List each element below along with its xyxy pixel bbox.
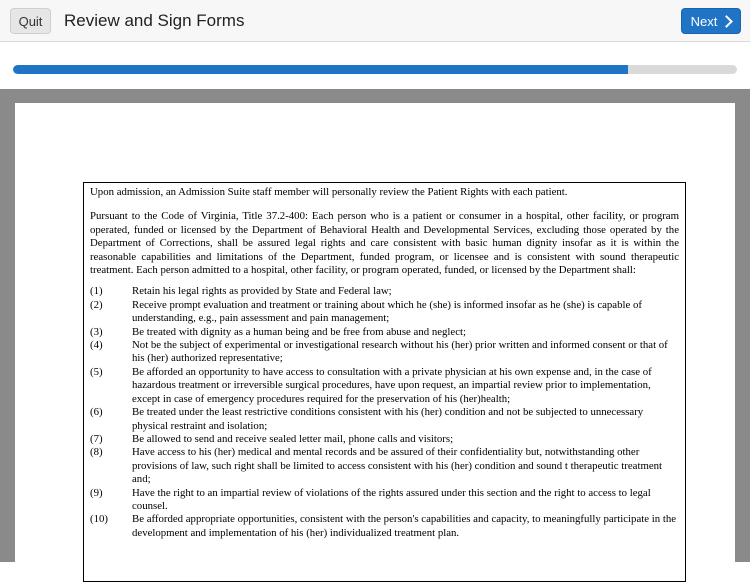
list-item	[90, 285, 679, 298]
right-text: Not be the subject of experimental or investigational research without his (her) prior written and informed consent or that of his (her) authorized representative;	[132, 339, 668, 365]
list-item	[90, 299, 679, 326]
right-number: (4)	[90, 339, 103, 352]
list-item	[90, 339, 679, 366]
right-text: Retain his legal rights as provided by State and Federal law;	[132, 285, 392, 298]
right-text: Be treated with dignity as a human being and be free from abuse and neglect;	[132, 325, 466, 338]
next-button[interactable]	[681, 8, 741, 34]
right-text: Be afforded an opportunity to have access to consultation with a private physician at his own expense and, in the case of hazardous treatment or irreversible surgical procedures, have upon request, an impartial review prior to implementation, except in case of emergency procedures required for the preservation of his (her)health;	[132, 365, 652, 405]
list-item	[90, 406, 679, 433]
list-item	[90, 366, 679, 406]
list-item	[90, 326, 679, 339]
rights-list	[90, 285, 679, 540]
next-button-label: Next	[690, 13, 718, 29]
right-text: Be allowed to send and receive sealed letter mail, phone calls and visitors;	[132, 432, 454, 445]
intro-paragraph: Upon admission, an Admission Suite staff member will personally review the Patient Rights with each patient.	[90, 186, 568, 198]
right-text: Receive prompt evaluation and treatment or training about which he (she) is informed insofar as he (she) is capable of understanding, e.g., pain assessment and pain management;	[132, 298, 642, 325]
right-number: (9)	[90, 486, 103, 499]
right-number: (1)	[90, 285, 103, 298]
right-text: Be treated under the least restrictive conditions consistent with his (her) condition and not be subjected to unnecessary physical restraint and isolation;	[132, 406, 644, 432]
right-number: (10)	[90, 513, 108, 526]
document-viewer[interactable]	[0, 89, 750, 562]
right-number: (3)	[90, 325, 103, 338]
progress-section	[0, 43, 750, 89]
right-number: (8)	[90, 446, 103, 459]
chevron-right-icon	[720, 15, 733, 28]
progress-bar	[13, 65, 737, 74]
right-text: Have the right to an impartial review of violations of the rights assured under this section and the right to access to legal counsel.	[132, 486, 651, 512]
list-item	[90, 446, 679, 486]
right-number: (5)	[90, 365, 103, 378]
top-bar	[0, 0, 750, 42]
right-number: (6)	[90, 406, 103, 419]
page-title: Review and Sign Forms	[64, 11, 245, 30]
progress-fill	[13, 65, 628, 74]
pursuant-paragraph: Pursuant to the Code of Virginia, Title 37.2-400: Each person who is a patient or consumer in a hospital, other facility, or program operated, funded or licensed by the Department of Behavioral Health and Developmental Services, excluding those operated by the Department of Corrections, shall be assured legal rights and care consistent with basic human dignity insofar as it is within the reasonable capabilities and limitations of the Department, funded program, or licensee and is consistent with sound therapeutic treatment. Each person admitted to a hospital, other facility, or program operated, funded, or licensed by the Department shall:	[90, 210, 679, 277]
list-item	[90, 487, 679, 514]
right-number: (2)	[90, 298, 103, 311]
patient-rights-box	[83, 182, 686, 582]
right-number: (7)	[90, 432, 103, 445]
list-item	[90, 513, 679, 540]
list-item	[90, 433, 679, 446]
quit-button[interactable]: Quit	[10, 8, 51, 34]
right-text: Be afforded appropriate opportunities, consistent with the person's capabilities and capacity, to meaningfully participate in the development and implementation of his (her) individualized treatment plan.	[132, 513, 677, 539]
document-page	[15, 103, 735, 573]
right-text: Have access to his (her) medical and mental records and be assured of their confidentiality but, notwithstanding other provisions of law, such right shall be limited to access consistent with his (her) condition and sound t therapeutic treatment and;	[132, 446, 663, 486]
